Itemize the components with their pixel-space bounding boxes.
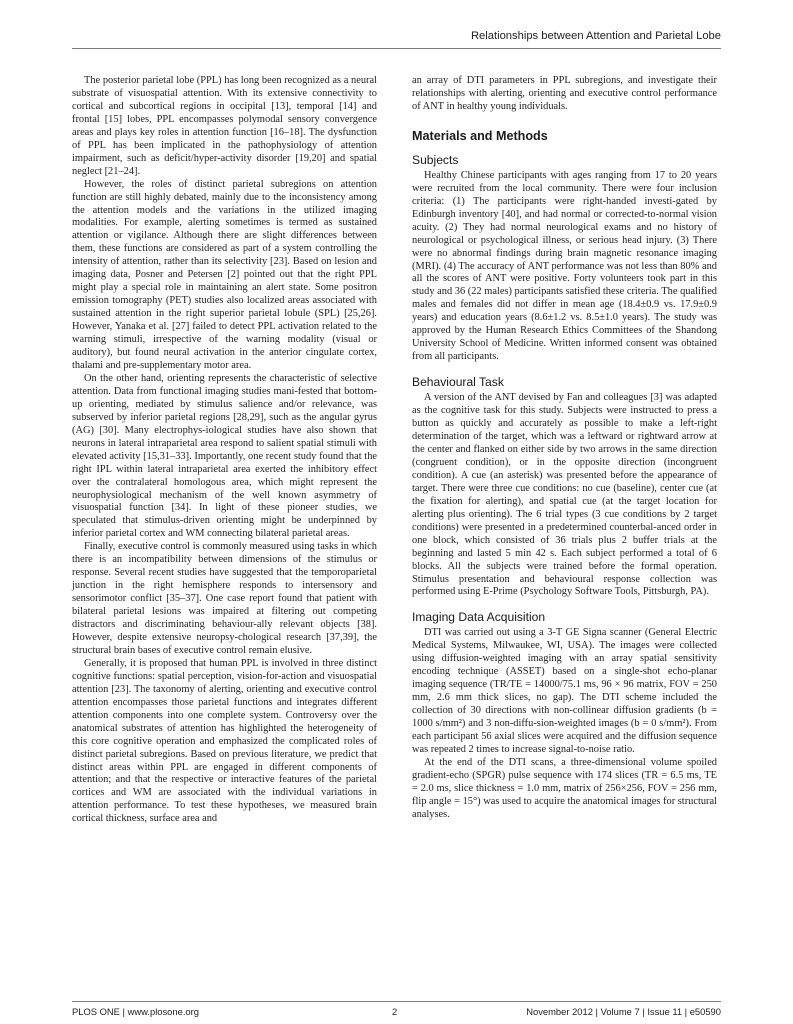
subsection-title-behavioural-task: Behavioural Task xyxy=(412,375,504,390)
page-number: 2 xyxy=(392,1006,398,1017)
running-title: Relationships between Attention and Parietal Lobe xyxy=(470,30,721,42)
intro-paragraph: On the other hand, orienting represents the characteristic of selective attention. Data from functional imaging studies mani-fested that bottom-up orienting, mediated by stimulus salience and/or relevance, was subserved by inferior parietal regions [28,29], such as the angular gyrus (AG) [30]. Many electrophys-iological studies have also shown that neurons in lateral intraparietal area respond to salient spatial stimuli with elevated activity [15,31–33]. Importantly, one recent study found that the right IPL within lateral intraparietal area exerted the inhibitory effect over the contralateral homologous area, which might represent the neurophysiological mechanism of the well known asymmetry of visuospatial function [34]. In light of these pioneer studies, we speculated that stimulus-driven orienting might be underpinned by inferior parietal cortex and WM connecting bilateral parietal areas. xyxy=(72,372,377,540)
subjects-paragraph: Healthy Chinese participants with ages ranging from 17 to 20 years were recruited from the local community. There were four inclusion criteria: (1) The participants were right-handed investi-gated by Edinburgh inventory [40], and had normal or corrected-to-normal vision acuity. (2) They had normal neurological exams and no history of neurological or psychological illness, or serious head injury. (3) There were no abnormal findings during brain magnetic resonance imaging (MRI). (4) The accuracy of ANT performance was not less than 80% and all the scores of ANT were positive. Forty volunteers took part in this study and 36 (22 males) participants satisfied these criteria. The qualified males and females did not differ in mean age (18.4±0.9 vs. 17.9±0.9 years) and education years (8.6±1.2 vs. 8.5±1.0 years). The study was approved by the Human Research Ethics Committees of the Shandong University School of Medicine. Written informed consent was obtained from all participants. xyxy=(412,169,717,363)
intro-paragraph: However, the roles of distinct parietal subregions on attention function are still highly debated, mainly due to the inconsistency among the attention models and the variations in the utilized imaging modalities. For example, alerting sometimes is termed as sustained attention or vigilance. Although there are slight differences between them, these functions are considered as part of a system controlling the intensity of attention, rather than its selectivity [23]. Based on lesion and imaging data, Posner and Petersen [2] pointed out that the right PPL might play a special role in maintaining an alert state. Some positron emission tomography (PET) studies also localized areas associated with sustained attention in the right superior parietal lobule (SPL) [25,26]. However, Yanaka et al. [27] failed to detect PPL activation related to the warning stimuli, irrespective of the warning modality (visual or auditory), but found neural activation in the anterior cingulate cortex, thalami and pre-supplementary motor area. xyxy=(72,178,377,371)
subsection-title-imaging: Imaging Data Acquisition xyxy=(412,610,546,625)
footer-divider xyxy=(72,1001,721,1002)
subsection-title-subjects: Subjects xyxy=(412,152,459,167)
left-column xyxy=(72,75,377,826)
journal-site: PLOS ONE | www.plosone.org xyxy=(72,1006,199,1017)
imaging-paragraph: At the end of the DTI scans, a three-dimensional volume spoiled gradient-echo (SPGR) pulse sequence with 174 slices (TR = 6.5 ms, TE = 2.0 ms, slice thickness = 1.0 mm, matrix of 256×256, FOV = 256 mm, flip angle = 15°) was used to acquire the anatomical images for structural analyses. xyxy=(412,756,717,820)
section-title-methods: Materials and Methods xyxy=(412,128,548,143)
right-column xyxy=(412,75,717,822)
intro-paragraph: The posterior parietal lobe (PPL) has long been recognized as a neural substrate of visuospatial attention. With its extensive connectivity to cortical and subcortical regions in occipital [13], temporal [14] and frontal [15] lobes, PPL encompasses polymodal sensory convergence areas and plays key roles in attention function [16–18]. The dysfunction of PPL has been implicated in the pathophysiology of attention impairment, such as deficit/hyper-activity disorder [19,20] and spatial neglect [21–24]. xyxy=(72,75,377,177)
intro-paragraph: Finally, executive control is commonly measured using tasks in which there is an incompatibility between dimensions of the stimulus or response. Several recent studies have suggested that the temporoparietal junction in the right hemisphere responds to intersensory and sensorimotor conflict [35–37]. One case report found that patient with bilateral parietal lesions was impaired at filtering out competing distractors and discriminating behaviour-ally relevant objects [38]. However, despite extensive neuropsy-chological research [37,39], the structural brain bases of executive control remain elusive. xyxy=(72,541,377,656)
header-divider xyxy=(72,48,721,49)
imaging-paragraph: DTI was carried out using a 3-T GE Signa scanner (General Electric Medical Systems, Milwaukee, WI, USA). The images were collected using diffusion-weighted imaging with an array spatial sensitivity encoding technique (ASSET) based on a single-shot echo-planar imaging sequence (TR/TE = 14000/75.1 ms, 96 × 96 matrix, FOV = 250 mm, 2.6 mm thick slices, no gap). The DTI scheme included the collection of 30 directions with non-collinear diffusion gradients (b = 1000 s/mm²) and 3 non-diffu-sion-weighted images (b = 0 s/mm²). From each participant 56 axial slices were acquired and the diffusion sequence was repeated 2 times to increase signal-to-noise ratio. xyxy=(412,627,717,755)
behavioural-task-paragraph: A version of the ANT devised by Fan and colleagues [3] was adapted as the cognitive task for this study. Subjects were instructed to press a button as quickly and accurately as possible to make a left-right determination of the target, which was a leftward or rightward arrow at the center and flanked on either side by two arrows in the same direction (congruent condition), or in the opposite direction (incongruent condition). A cue (an asterisk) was presented before the appearance of target. There were three cue conditions: no cue (baseline), center cue (at the fixation for alerting), and spatial cue (at the target location for alerting plus orienting). The 6 trial types (3 cue conditions by 2 target conditions) were presented in a predetermined counterbal-anced order in one block, which consisted of 36 trials plus 2 buffer trials at the beginning and lasted 5 min 42 s. Each subject performed a total of 6 blocks. All the subjects were trained before the formal operation. Stimulus presentation and behavioural response collection was performed using E-Prime (Psychology Software Tools, Pittsburgh, PA). xyxy=(412,392,717,598)
intro-paragraph: Generally, it is proposed that human PPL is involved in three distinct cognitive functions: spatial perception, vision-for-action and visuospatial attention [23]. The taxonomy of alerting, orienting and executive control attention encompasses those parietal functions and integrates different attention components into one complete system. Controversy over the anatomical substrates of attention has highlighted the heterogeneity of this core cognitive operation and emphasized the complicated roles of distinct parietal subregions. Based on previous literature, we predict that distinct areas within PPL are engaged in different components of attention; and that the respective or interactive features of the parietal cortices and WM are associated with the individual variations in attention performance. To test these hypotheses, we measured brain cortical thickness, surface area and xyxy=(72,657,377,825)
citation-info: November 2012 | Volume 7 | Issue 11 | e50590 xyxy=(526,1006,721,1017)
intro-continuation: an array of DTI parameters in PPL subregions, and investigate their relationships with alerting, orienting and executive control performance of ANT in healthy young individuals. xyxy=(412,75,717,112)
